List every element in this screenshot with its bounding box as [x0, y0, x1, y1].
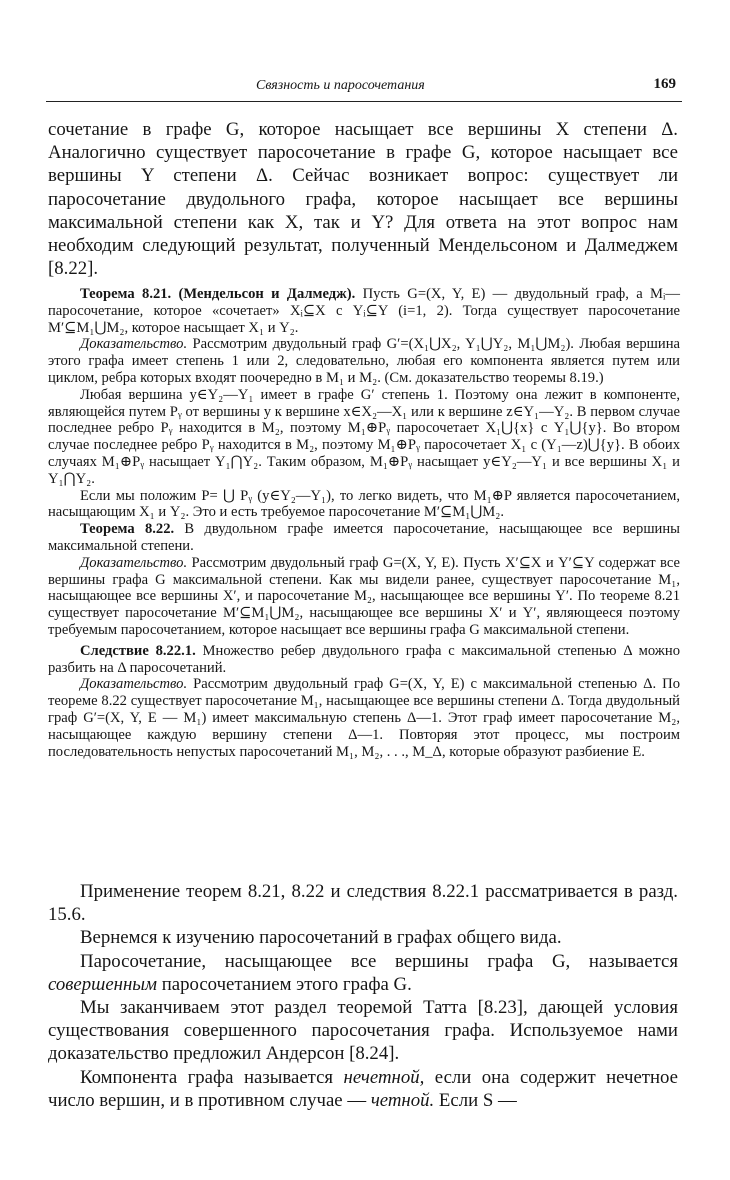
bottom-text-block: [48, 880, 678, 1112]
theorem-8-21-label: Теорема 8.21. (Мендельсон и Далмедж).: [80, 286, 356, 302]
theorem-8-22: [48, 521, 680, 555]
page-number: 169: [653, 76, 676, 92]
theorem-block: [48, 286, 680, 760]
bottom-paragraph-5-a: Компонента графа называется: [80, 1066, 334, 1088]
proof-8-21-p2: Любая вершина y∈Y₂—Y₁ имеет в графе G′ степень 1. Поэтому она лежит в компоненте, являющейся путем Pᵧ от вершины y к вершине x∈X₂—X₁ или к вершине z∈Y₁—Y₂. В первом случае последнее ребро Pᵧ находится в M₂, поэтому M₁⊕Pᵧ паросочетает X₁⋃{x} с Y₁⋃{y}. Во втором случае последнее ребро Pᵧ находится в M₂, поэтому M₁⊕Pᵧ паросочетает X₁ с (Y₁—z)⋃{y}. В обоих случаях M₁⊕Pᵧ насыщает Y₁⋂Y₂. Таким образом, M₁⊕Pᵧ насыщает y∈Y₂—Y₁ и все вершины X₁ и Y₁⋂Y₂.: [48, 386, 680, 487]
bottom-paragraph-5-b: если она содержит нечетное число вершин, и в противном случае —: [48, 1066, 678, 1111]
bottom-paragraph-1: Применение теорем 8.21, 8.22 и следствия 8.22.1 рассматривается в разд. 15.6.: [48, 881, 678, 926]
theorem-8-22-label: Теорема 8.22.: [80, 521, 175, 538]
proof-8-22-label: Доказательство.: [80, 554, 188, 571]
theorem-8-21-text: Пусть G=(X, Y, E) — двудольный граф, а Mᵢ— паросочетание, которое «сочетает» Xᵢ⊆X с Yᵢ⊆Y (i=1, 2). Тогда существует паросочетание M′⊆M₁⋃M₂, которое насыщает X₁ и Y₂.: [48, 286, 680, 336]
proof-8-21-text-1: Рассмотрим двудольный граф G′=(X₁⋃X₂, Y₁⋃Y₂, M₁⋃M₂). Любая вершина этого графа имеет степень 1 или 2, следовательно, любая его компонента является путем или циклом, ребра которых входят поочередно в M₁ и M₂. (См. доказательство теоремы 8.19.): [48, 336, 680, 386]
top-paragraph: сочетание в графе G, которое насыщает все вершины X степени Δ. Аналогично существует паросочетание в графе G, которое насыщает все вершины Y степени Δ. Сейчас возникает вопрос: существует ли паросочетание двудольного графа, которое насыщает все вершины максимальной степени как X, так и Y? Для ответа на этот вопрос нам необходим следующий результат, полученный Мендельсоном и Далмеджем [8.22].: [48, 119, 678, 280]
bottom-paragraph-5: [48, 1066, 678, 1112]
proof-8-21-label: Доказательство.: [80, 336, 188, 353]
corollary-8-22-1: [48, 643, 680, 677]
top-text-block: [48, 118, 678, 280]
proof-8-21-p3: Если мы положим P= ⋃ Pᵧ (y∈Y₂—Y₁), то легко видеть, что M₁⊕P является паросочетанием, насыщающим X₁ и Y₂. Это и есть требуемое паросочетание M′⊆M₁⋃M₂.: [48, 487, 680, 521]
bottom-paragraph-3-a: Паросочетание, насыщающее все вершины графа G, называется: [80, 950, 678, 972]
running-title: Связность и паросочетания: [256, 78, 425, 93]
theorem-8-21: [48, 286, 680, 336]
proof-8-22-1: [48, 676, 680, 760]
proof-8-22-1-label: Доказательство.: [80, 676, 188, 693]
proof-8-21-p1: [48, 336, 680, 386]
bottom-paragraph-5-c: Если S —: [438, 1089, 517, 1111]
proof-8-22-1-text: Рассмотрим двудольный граф G=(X, Y, E) с максимальной степенью Δ. По теореме 8.22 существует паросочетание M₁, насыщающее все вершины степени Δ. Тогда двудольный граф G′=(X, Y, E — M₁) имеет максимальную степень Δ—1. Этот граф имеет паросочетание M₂, насыщающее каждую вершину степени Δ—1. Повторяя этот процесс, мы построим последовательность непустых паросочетаний M₁, M₂, . . ., M_Δ, которые образуют разбиение E.: [48, 676, 680, 760]
proof-8-22: [48, 555, 680, 639]
corollary-8-22-1-label: Следствие 8.22.1.: [80, 642, 196, 659]
bottom-paragraph-2: Вернемся к изучению паросочетаний в графах общего вида.: [80, 927, 562, 949]
bottom-paragraph-3: [48, 950, 678, 996]
term-odd: нечетной,: [343, 1066, 425, 1088]
bottom-paragraph-4: Мы заканчиваем этот раздел теоремой Татта [8.23], дающей условия существования совершенного паросочетания графа. Используемое нами доказательство предложил Андерсон [8.24].: [48, 997, 678, 1065]
header-rule: [46, 101, 682, 102]
proof-8-22-text: Рассмотрим двудольный граф G=(X, Y, E). Пусть X′⊆X и Y′⊆Y содержат все вершины графа G максимальной степени. Как мы видели ранее, существует паросочетание M₁, насыщающее все вершины X′, и паросочетание M₂, насыщающее все вершины Y′. По теореме 8.21 существует паросочетание M′⊆M₁⋃M₂, насыщающее все вершины X′ и Y′, являющееся поэтому требуемым паросочетанием, которое насыщает все вершины графа G максимальной степени.: [48, 554, 681, 638]
bottom-paragraph-3-b: паросочетанием этого графа G.: [161, 973, 412, 995]
corollary-8-22-1-text: Множество ребер двудольного графа с максимальной степенью Δ можно разбить на Δ паросочетаний.: [48, 642, 681, 676]
term-perfect-matching: совершенным: [48, 973, 157, 995]
theorem-8-22-text: В двудольном графе имеется паросочетание, насыщающее все вершины максимальной степени.: [48, 521, 680, 554]
term-even: четной.: [370, 1089, 435, 1111]
